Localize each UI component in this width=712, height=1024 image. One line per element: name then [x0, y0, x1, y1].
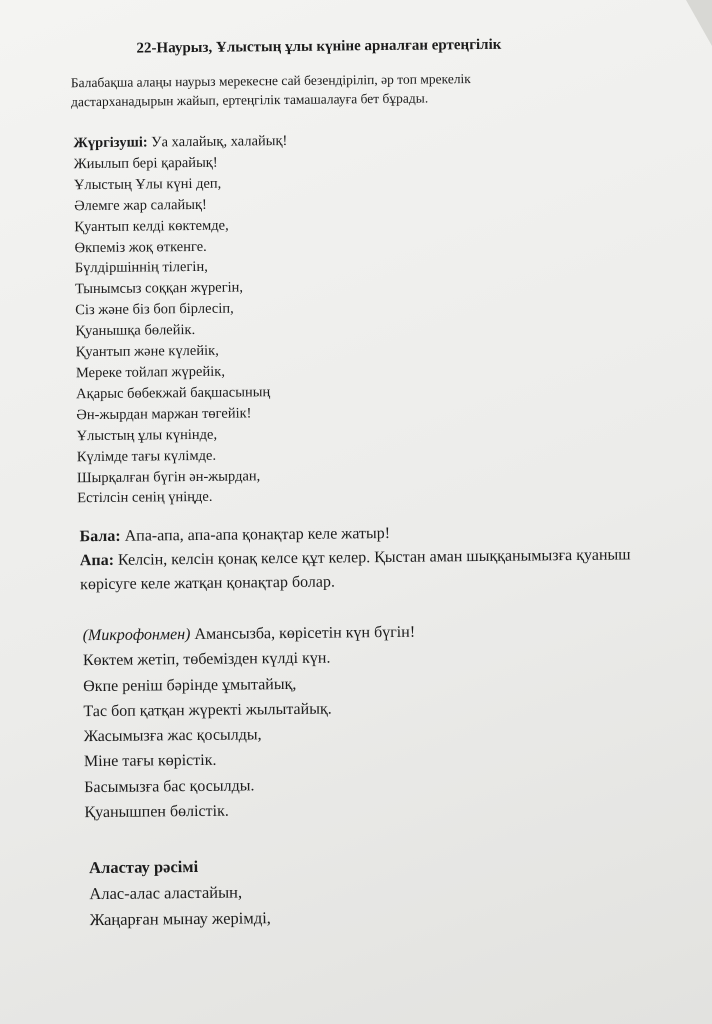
ritual-line: Алас-алас аластайын,	[89, 882, 243, 904]
stanza-line: Ақарыс бөбекжай бақшасының	[76, 384, 271, 403]
poem-line: Қуанышпен бөлістік.	[84, 802, 229, 822]
poem-line: Өкпе реніш бәрінде ұмытайық,	[83, 675, 297, 695]
poem-line: Жасымызға жас қосылды,	[83, 726, 262, 746]
stanza-line: Жиылып бері қарайық!	[73, 154, 218, 173]
greeting-first-line: Амансызба, көрісетін күн бүгін!	[194, 623, 416, 643]
stanza-line: Шырқалған бүгін ән-жырдан,	[76, 467, 261, 486]
host-stanza	[73, 131, 291, 510]
stanza-line: Бүлдіршіннің тілегін,	[74, 259, 208, 277]
poem-line: Міне тағы көрістік.	[83, 752, 217, 771]
stanza-line: Қуанышқа бөлейік.	[75, 322, 196, 340]
stanza-line: Естілсін сенің үніңде.	[77, 489, 213, 507]
poem-line: Басымызға бас қосылды.	[84, 777, 255, 796]
document-title: 22-Наурыз, Ұлыстың ұлы күніне арналған ертеңгілік	[136, 36, 502, 57]
mic-note: (Микрофонмен)	[82, 626, 191, 645]
poem-line: Тас боп қатқан жүректі жылытайық.	[83, 700, 332, 721]
stanza-line: Сіз және біз боп бірлесіп,	[75, 300, 234, 319]
stanza-line: Өкпеміз жоқ өткенге.	[74, 238, 207, 256]
stanza-line: Күлімде тағы күлімде.	[76, 447, 217, 465]
host-first-line: Уа халайық, халайық!	[151, 132, 288, 151]
child-label: Бала:	[79, 527, 121, 546]
ritual-section	[89, 853, 271, 933]
dialog-block	[80, 518, 712, 597]
stanza-line: Тынымсыз соққан жүрегін,	[74, 279, 244, 298]
host-label: Жүргізуші:	[73, 134, 148, 152]
child-speech: Апа-апа, апа-апа қонақтар келе жатыр!	[124, 524, 391, 545]
grandma-speech-continued: көрісуге келе жатқан қонақтар болар.	[80, 573, 336, 594]
stanza-line: Қуантып келді көктемде,	[74, 217, 229, 235]
intro-line: Балабақша алаңы наурыз мерекесне сай безендіріліп, әр топ мрекелік	[70, 71, 471, 91]
intro-paragraph	[71, 67, 691, 111]
grandma-label: Апа:	[79, 551, 115, 570]
stanza-line: Әлемге жар салайық!	[74, 196, 207, 214]
stanza-line: Мереке тойлап жүрейік,	[75, 363, 226, 382]
greeting-poem	[83, 620, 418, 826]
ritual-line: Жаңарған мынау жерімді,	[89, 908, 271, 930]
host-opening-line	[73, 131, 287, 154]
stanza-line: Қуантып және күлейік,	[75, 342, 219, 361]
ritual-heading-text: Аластау рәсімі	[88, 856, 199, 878]
stanza-line: Ұлыстың ұлы күнінде,	[76, 426, 218, 444]
stanza-line: Ұлыстың Ұлы күні деп,	[73, 175, 222, 194]
stanza-line: Ән-жырдан маржан төгейік!	[76, 405, 252, 424]
greeting-opening-line	[83, 620, 416, 649]
ritual-heading	[89, 853, 271, 881]
grandma-speech: Келсін, келсін қонақ келсе құт келер. Қыстан аман шыққанымызға қуаныш	[117, 546, 631, 569]
intro-line: дастарханадырын жайып, ертеңгілік тамашалауға бет бұрады.	[70, 90, 429, 110]
poem-line: Көктем жетіп, төбемізден күлді күн.	[82, 649, 331, 670]
